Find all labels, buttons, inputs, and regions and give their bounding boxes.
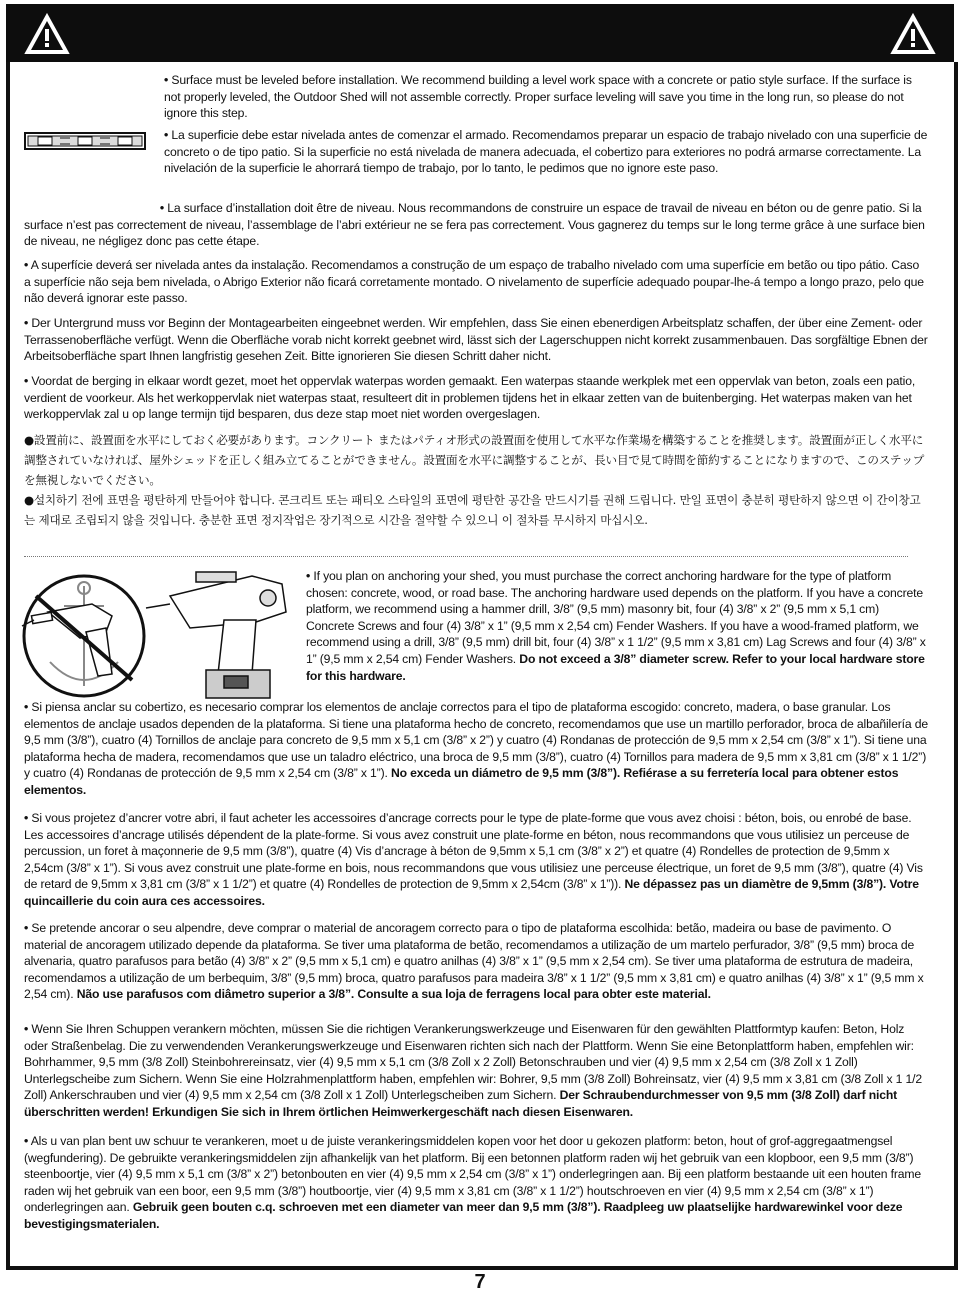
anchoring-pt: • Se pretende ancorar o seu alpendre, deve comprar o material de ancoragem correcto para o tipo de plataforma escolhida: betão, madeira ou base de pavimento. O material de ancoragem utilizado depende da plataforma. Se tiver uma plataforma de betão, recomendamos a utilização de um martelo perfurador, 3/8” (9,5 mm) broca de alvenaria, quatro parafusos para betão (4) 3/8” x 2” (9,5 mm x 5,1 cm) e quatro anilhas (4) 3/8” x 1” (9,5 mm x 2,54 cm). Se tiver uma plataforma de estrutura de madeira, recomendamos a utilização de um berbequim, 3/8” (9,5 mm) broca, quatro parafusos para madeira 3/8” x 1 1/2” (9,5 mm x 3,81 cm) e quatro anilhas (4) 3/8” x 1” (9,5 mm x 2,54 cm). Não use parafusos com diâmetro superior a 3/8”. Consulte a sua loja de ferragens local para obter este material. xyxy=(24,921,924,1002)
leveling-ko: ●설치하기 전에 표면을 평탄하게 만들어야 합니다. 콘크리트 또는 패티오 스타일의 표면에 평탄한 공간을 만드시기를 권해 드립니다. 만일 표면이 충분히 평탄하지 않으면 이 간이창고는 제대로 조립되지 않을 것입니다. 충분한 표면 정지작업은 장기적으로 시간을 절약할 수 있으니 이 절차를 무시하지 마십시오. xyxy=(24,493,921,527)
leveling-ja: ●設置前に、設置面を水平にしておく必要があります。コンクリート またはパティオ形式の設置面を使用して水平な作業場を構築することを推奨します。設置面が正しく水平に調整されていなければ、屋外シェッドを正しく組み立てることができません。設置面を水平に調整することが、長い目で見て時間を節約することになりますので、このステップを無視しないでください。 xyxy=(24,433,925,487)
warning-triangle-icon xyxy=(24,12,70,56)
leveling-nl: • Voordat de berging in elkaar wordt gezet, moet het oppervlak waterpas worden gemaakt. Een waterpas staande werkplek met een oppervlak van beton, zoals een patio, verdient de voorkeur. Als het werkoppervlak niet waterpas staat, resulteert dit in problemen tijdens het in elkaar zetten van de buitenberging. Het waterpas maken van het werkoppervlak zal u op lange termijn tijd besparen, dus deze stap moet niet worden overgeslagen. xyxy=(24,374,916,422)
leveling-en: • Surface must be leveled before installation. We recommend building a level work space with a concrete or patio style surface. If the surface is not properly leveled, the Outdoor Shed will not assemble correctly. Proper surface leveling will save you time in the long run, so please do not ignore this step. xyxy=(164,73,912,121)
page-number: 7 xyxy=(474,1271,486,1293)
drills-illustration xyxy=(20,566,304,708)
anchoring-de: • Wenn Sie Ihren Schuppen verankern möchten, müssen Sie die richtigen Verankerungswerkzeuge und Eisenwaren für den gewählten Plattformtyp kaufen: Beton, Holz oder Straßenbelag. Die zu verwendenden Verankerungswerkzeuge und Eisenwaren richten sich nach der Plattform. Wenn Sie eine Betonplattform haben, empfehlen wir: Bohrhammer, 9,5 mm (3/8 Zoll) Steinbohrereinsatz, vier (4) 9,5 mm x 5,1 cm (3/8 Zoll x 2 Zoll) Betonschrauben und vier (4) 9,5 mm x 2,54 cm (3/8 Zoll x 1 Zoll) Unterlegscheibe zum Sichern. Wenn Sie eine Holzrahmenplattform haben, empfehlen wir: Bohrer, 9,5 mm (3/8 Zoll) Bohreinsatz, vier (4) 9,5 mm x 3,81 cm (3/8 Zoll x 1 1/2 Zoll) Ankerschrauben und vier (4) 9,5 mm x 2,54 cm (3/8 Zoll x 1 Zoll) Unterlegscheiben zum Sichern. Der Schraubendurchmesser von 9,5 mm (3/8 Zoll) darf nicht überschritten werden! Erkundigen Sie sich in Ihrem örtlichen Heimwerkergeschäft nach diesen Eisenwaren. xyxy=(24,1022,922,1119)
spirit-level-illustration xyxy=(24,130,146,152)
leveling-es: • La superficie debe estar nivelada antes de comenzar el armado. Recomendamos preparar un espacio de trabajo nivelado con una superficie de concreto o de tipo patio. Si la superficie no está nivelada de manera adecuada, el cobertizo para exteriores no podrá armarse correctamente. La nivelación de la superficie le ahorrará tiempo de trabajo, por lo tanto, le pedimos que no ignore este paso. xyxy=(164,128,928,176)
anchoring-fr: • Si vous projetez d’ancrer votre abri, il faut acheter les accessoires d’ancrage corrects pour le type de plate-forme que vous avez choisi : béton, bois, ou enrobé de base. Les accessoires d’ancrage utilisés dépendent de la plate-forme. Si vous avez construit une plate-forme en béton, nous recommandons que vous utilisiez un perceuse de percussion, un foret à maçonnerie de 9,5 mm (3/8”), quatre (4) Vis d’ancrage à béton de 9,5mm x 5,1 cm (3/8” x 2”) et quatre (4) Rondelles de protection de 9,5mm x 2,54cm (3/8” x 1”). Si vous avez construit une plate-forme en bois, nous recommandons que vous utilisiez une perceuse électrique, un foret de 9,5 mm (3/8”), quatre (4) Vis de retard de 9,5mm x 3,81 cm (3/8” x 1 1/2”) et quatre (4) Rondelles de protection de 9,5mm x 2,54cm (3/8” x 1”)). Ne dépassez pas un diamètre de 9,5mm (3/8”). Votre quincaillerie du coin aura ces accessoires. xyxy=(24,811,923,908)
anchoring-en: • If you plan on anchoring your shed, you must purchase the correct anchoring hardware for the type of platform chosen: concrete, wood, or road base. The anchoring hardware used depends on the platform. If you have a concrete platform, we recommend using a hammer drill, 3/8” (9,5 mm) masonry bit, four (4) 3/8” x 2” (9,5 mm x 5,1 cm) Concrete Screws and four (4) 3/8” x 1” (9,5 mm x 2,54 cm) Fender Washers. If you have a wood-framed platform, we recommend using a drill, 3/8” (9,5 mm) drill bit, four (4) 3/8” x 1 1/2” (9,5 mm x 3,81 cm) Lag Screws and four (4) 3/8” x 1” (9,5 mm x 2,54 cm) Fender Washers. Do not exceed a 3/8” diameter screw. Refer to your local hardware store for this hardware. xyxy=(306,569,926,683)
anchoring-nl: • Als u van plan bent uw schuur te verankeren, moet u de juiste verankeringsmiddelen kopen voor het door u gekozen platform: beton, hout of grof-aggregaatmengsel (wegfundering). De gebruikte verankeringsmiddelen zijn afhankelijk van het platform. Bij een betonnen platform raden wij het gebruik van een klopboor, een 9,5 mm (3/8”) steenboortje, vier (4) 9,5 mm x 5,1 cm (3/8” x 2”) betonbouten en vier (4) 9,5 mm x 2,54 cm (3/8” x 1”) onderlegringen aan. Bij een platform bestaande uit een houten frame raden wij het gebruik van een boor, een 9,5 mm (3/8”) houtboortje, vier (4) 9,5 mm x 3,81 cm (3/8” x 1 1/2”) houtschroeven en vier (4) 9,5 mm x 2,54 cm (3/8” x 1”) onderlegringen aan. Gebruik geen bouten c.q. schroeven met een diameter van meer dan 9,5 mm (3/8”). Raadpleeg uw plaatselijke hardwarewinkel voor deze bevestigingsmaterialen. xyxy=(24,1134,922,1231)
warning-triangle-icon xyxy=(890,12,936,56)
anchoring-es: • Si piensa anclar su cobertizo, es necesario comprar los elementos de anclaje correctos para el tipo de plataforma escogido: concreto, madera, o base granular. Los elementos de anclaje usados dependen de la plataforma. Si tiene una plataforma hecho de concreto, recomendamos que use un martillo perforador, broca de albañilería de 9,5 mm (3/8”), cuatro (4) Tornillos de anclaje para concreto de 9,5 mm x 5,1 cm (3/8” x 2”) y cuatro (4) Rondanas de protección de 9,5 mm x 2,54 cm (3/8” x 1”). Si tiene una plataforma hecha de madera, recomendamos que use un taladro eléctrico, una broca de 9,5 mm (3/8”), cuatro (4) Tornillos para madera de 9,5 mm x 3,81 cm (3/8” x 1 1/2”) y cuatro (4) Rondanas de protección de 9,5 mm x 2,54 cm (3/8” x 1”). No exceda un diámetro de 9,5 mm (3/8”). Refiérase a su ferretería local para obtener estos elementos. xyxy=(24,700,928,797)
leveling-fr: • La surface d’installation doit être de niveau. Nous recommandons de construire un espace de travail de niveau en béton ou de genre patio. Si la surface n’est pas correctement de niveau, l’assemblage de l’abri extérieur ne se fera pas correctement. Vous gagnerez du temps sur le long terme grâce à une surface bien de niveau, ne négligez donc pas cette étape. xyxy=(24,201,925,249)
leveling-pt: • A superfície deverá ser nivelada antes da instalação. Recomendamos a construção de um espaço de trabalho nivelado com uma superfície em betão ou tipo pátio. Caso a superfície não seja bem nivelada, o Abrigo Exterior não ficará corretamente montado. O nivelamento de superfície adequado poupar-lhe-á tempo a longo prazo, pelo que não deverá ignorar este passo. xyxy=(24,258,924,306)
leveling-de: • Der Untergrund muss vor Beginn der Montagearbeiten eingeebnet werden. Wir empfehlen, dass Sie einen ebenerdigen Arbeitsplatz schaffen, der über eine Zement- oder Terrassenoberfläche verfügt. Wenn die Oberfläche vorab nicht korrekt geebnet wird, lässt sich der Lagerschuppen nicht korrekt zusammenbauen. Das sorgfältige Ebnen der Arbeitsoberfläche spart Ihnen langfristig gesehen Zeit. Bitte ignorieren Sie diesen Schritt daher nicht. xyxy=(24,316,928,364)
warning-header-bar xyxy=(6,4,954,62)
section-divider xyxy=(24,556,908,557)
